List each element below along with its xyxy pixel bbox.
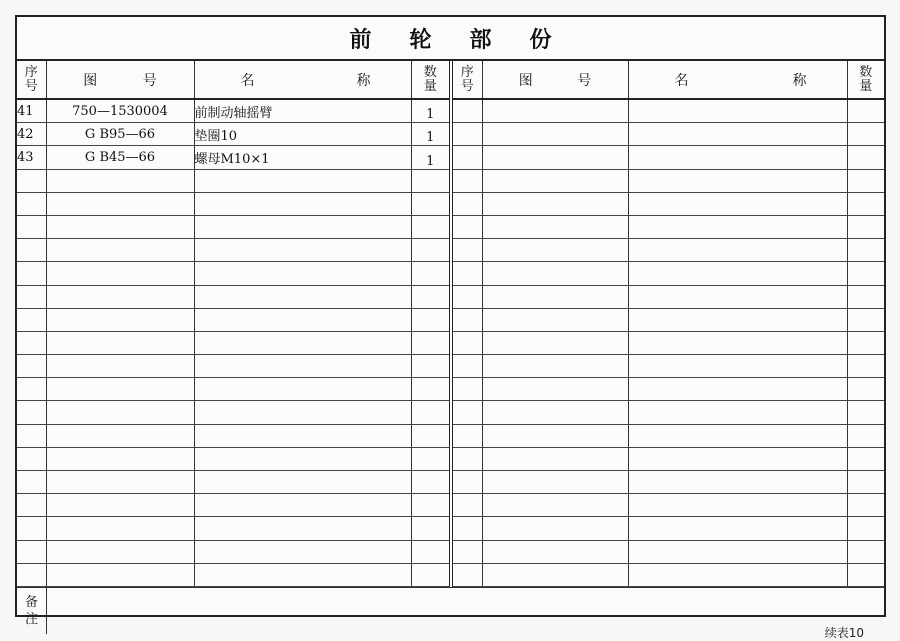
drawing-number-cell-right — [482, 239, 628, 262]
drawing-number-cell-right — [482, 494, 628, 517]
seq-cell-right — [451, 355, 482, 378]
part-name-cell: 垫圈10 — [194, 123, 411, 146]
part-name-cell — [194, 563, 411, 586]
quantity-cell — [411, 285, 451, 308]
part-name-cell — [194, 424, 411, 447]
table-row — [17, 146, 884, 169]
quantity-cell — [411, 494, 451, 517]
quantity-cell — [411, 169, 451, 192]
drawing-number-cell-right — [482, 378, 628, 401]
table-row — [17, 99, 884, 123]
table-row — [17, 355, 884, 378]
seq-cell — [17, 424, 46, 447]
drawing-number-cell — [46, 355, 194, 378]
part-name-cell-right — [628, 123, 847, 146]
part-name-cell — [194, 355, 411, 378]
seq-cell-right — [451, 192, 482, 215]
drawing-number-cell — [46, 424, 194, 447]
seq-cell — [17, 471, 46, 494]
part-name-cell — [194, 239, 411, 262]
seq-header-left: 序 号 — [17, 61, 46, 99]
drawing-number-cell — [46, 378, 194, 401]
quantity-cell — [411, 308, 451, 331]
part-name-cell-right — [628, 285, 847, 308]
seq-cell-right — [451, 285, 482, 308]
parts-table — [17, 61, 884, 587]
parts-list-sheet — [15, 15, 886, 627]
seq-cell: 42 — [17, 123, 46, 146]
part-name-cell-right — [628, 540, 847, 563]
quantity-cell-right — [847, 331, 884, 354]
drawing-number-cell-right — [482, 146, 628, 169]
part-name-cell-right — [628, 447, 847, 470]
part-name-cell-right — [628, 494, 847, 517]
table-row — [17, 563, 884, 586]
drawing-number-cell — [46, 494, 194, 517]
seq-cell — [17, 517, 46, 540]
drawing-number-cell — [46, 285, 194, 308]
quantity-cell-right — [847, 540, 884, 563]
seq-cell-right — [451, 262, 482, 285]
quantity-cell — [411, 540, 451, 563]
drawing-number-cell-right — [482, 215, 628, 238]
seq-cell — [17, 239, 46, 262]
drawing-number-cell — [46, 540, 194, 563]
part-name-cell — [194, 169, 411, 192]
qty-header-left: 数 量 — [411, 61, 451, 99]
table-row — [17, 239, 884, 262]
drawing-number-header-right: 图 号 — [482, 61, 628, 99]
part-name-cell-right — [628, 355, 847, 378]
seq-cell — [17, 169, 46, 192]
seq-cell — [17, 401, 46, 424]
seq-cell — [17, 494, 46, 517]
part-name-cell — [194, 262, 411, 285]
quantity-cell — [411, 424, 451, 447]
seq-cell — [17, 378, 46, 401]
part-name-cell — [194, 471, 411, 494]
part-name-cell-right — [628, 239, 847, 262]
drawing-number-cell — [46, 192, 194, 215]
drawing-number-cell: G B95—66 — [46, 123, 194, 146]
table-row — [17, 378, 884, 401]
quantity-cell-right — [847, 146, 884, 169]
name-header-left: 名 称 — [194, 61, 411, 99]
seq-cell — [17, 355, 46, 378]
drawing-number-cell — [46, 169, 194, 192]
qty-header-right: 数 量 — [847, 61, 884, 99]
part-name-cell-right — [628, 471, 847, 494]
part-name-cell-right — [628, 99, 847, 123]
table-row — [17, 285, 884, 308]
name-header-right: 名 称 — [628, 61, 847, 99]
table-row — [17, 169, 884, 192]
seq-cell-right — [451, 447, 482, 470]
quantity-cell — [411, 517, 451, 540]
quantity-cell — [411, 355, 451, 378]
table-row — [17, 215, 884, 238]
part-name-cell-right — [628, 192, 847, 215]
seq-cell — [17, 540, 46, 563]
quantity-cell-right — [847, 401, 884, 424]
seq-cell — [17, 331, 46, 354]
part-name-cell-right — [628, 169, 847, 192]
drawing-number-cell-right — [482, 447, 628, 470]
part-name-cell — [194, 494, 411, 517]
drawing-number-cell — [46, 308, 194, 331]
drawing-number-cell — [46, 215, 194, 238]
seq-cell-right — [451, 146, 482, 169]
quantity-cell: 1 — [411, 99, 451, 123]
quantity-cell-right — [847, 355, 884, 378]
seq-cell — [17, 285, 46, 308]
quantity-cell-right — [847, 424, 884, 447]
seq-cell-right — [451, 123, 482, 146]
continuation-label: 续表10 — [824, 626, 864, 640]
drawing-number-cell-right — [482, 192, 628, 215]
seq-cell-right — [451, 331, 482, 354]
part-name-cell — [194, 215, 411, 238]
table-row — [17, 471, 884, 494]
drawing-number-cell — [46, 401, 194, 424]
part-name-cell-right — [628, 262, 847, 285]
quantity-cell — [411, 378, 451, 401]
drawing-number-cell-right — [482, 331, 628, 354]
part-name-cell-right — [628, 331, 847, 354]
header-row — [17, 61, 884, 99]
quantity-cell-right — [847, 123, 884, 146]
quantity-cell — [411, 192, 451, 215]
table-row — [17, 123, 884, 146]
quantity-cell — [411, 563, 451, 586]
part-name-cell-right — [628, 563, 847, 586]
drawing-number-cell — [46, 517, 194, 540]
drawing-number-cell: G B45—66 — [46, 146, 194, 169]
seq-cell-right — [451, 563, 482, 586]
part-name-cell — [194, 517, 411, 540]
drawing-number-cell-right — [482, 169, 628, 192]
part-name-cell — [194, 285, 411, 308]
part-name-cell-right — [628, 378, 847, 401]
quantity-cell — [411, 447, 451, 470]
part-name-cell-right — [628, 146, 847, 169]
drawing-number-cell-right — [482, 563, 628, 586]
quantity-cell — [411, 215, 451, 238]
seq-cell — [17, 308, 46, 331]
drawing-number-cell — [46, 471, 194, 494]
part-name-cell: 螺母M10×1 — [194, 146, 411, 169]
quantity-cell — [411, 331, 451, 354]
seq-cell — [17, 262, 46, 285]
remarks-cell — [47, 588, 884, 634]
quantity-cell — [411, 262, 451, 285]
seq-cell: 43 — [17, 146, 46, 169]
quantity-cell: 1 — [411, 123, 451, 146]
table-row — [17, 517, 884, 540]
seq-cell-right — [451, 239, 482, 262]
quantity-cell-right — [847, 378, 884, 401]
part-name-cell-right — [628, 215, 847, 238]
part-name-cell — [194, 447, 411, 470]
part-name-cell — [194, 401, 411, 424]
part-name-cell — [194, 540, 411, 563]
drawing-number-cell — [46, 262, 194, 285]
table-row — [17, 308, 884, 331]
seq-cell-right — [451, 471, 482, 494]
part-name-cell — [194, 192, 411, 215]
drawing-number-cell-right — [482, 262, 628, 285]
seq-cell — [17, 192, 46, 215]
table-row — [17, 540, 884, 563]
drawing-number-cell-right — [482, 517, 628, 540]
table-row — [17, 424, 884, 447]
seq-header-right: 序 号 — [451, 61, 482, 99]
quantity-cell — [411, 239, 451, 262]
table-row — [17, 262, 884, 285]
seq-cell-right — [451, 215, 482, 238]
table-row — [17, 494, 884, 517]
quantity-cell-right — [847, 517, 884, 540]
part-name-cell-right — [628, 308, 847, 331]
quantity-cell-right — [847, 563, 884, 586]
seq-cell-right — [451, 494, 482, 517]
drawing-number-cell: 750—1530004 — [46, 99, 194, 123]
drawing-number-cell — [46, 331, 194, 354]
part-name-cell: 前制动轴摇臂 — [194, 99, 411, 123]
drawing-number-cell — [46, 447, 194, 470]
quantity-cell-right — [847, 192, 884, 215]
drawing-number-cell — [46, 563, 194, 586]
seq-cell-right — [451, 378, 482, 401]
quantity-cell-right — [847, 99, 884, 123]
seq-cell-right — [451, 517, 482, 540]
table-row — [17, 331, 884, 354]
quantity-cell-right — [847, 471, 884, 494]
table-row — [17, 447, 884, 470]
part-name-cell — [194, 331, 411, 354]
drawing-number-cell-right — [482, 424, 628, 447]
quantity-cell-right — [847, 169, 884, 192]
page-title: 前轮部份 — [17, 17, 884, 61]
remarks-label: 备 注 — [17, 588, 47, 634]
drawing-number-cell-right — [482, 540, 628, 563]
quantity-cell-right — [847, 494, 884, 517]
part-name-cell-right — [628, 401, 847, 424]
quantity-cell-right — [847, 239, 884, 262]
seq-cell-right — [451, 99, 482, 123]
seq-cell — [17, 447, 46, 470]
table-row — [17, 401, 884, 424]
drawing-number-cell-right — [482, 471, 628, 494]
seq-cell-right — [451, 401, 482, 424]
seq-cell-right — [451, 308, 482, 331]
seq-cell — [17, 215, 46, 238]
part-name-cell-right — [628, 517, 847, 540]
quantity-cell-right — [847, 308, 884, 331]
drawing-number-header-left: 图 号 — [46, 61, 194, 99]
part-name-cell-right — [628, 424, 847, 447]
drawing-number-cell-right — [482, 401, 628, 424]
drawing-number-cell-right — [482, 99, 628, 123]
quantity-cell-right — [847, 447, 884, 470]
drawing-number-cell-right — [482, 355, 628, 378]
table-row — [17, 192, 884, 215]
quantity-cell: 1 — [411, 146, 451, 169]
drawing-number-cell-right — [482, 123, 628, 146]
quantity-cell — [411, 471, 451, 494]
seq-cell-right — [451, 169, 482, 192]
drawing-number-cell — [46, 239, 194, 262]
quantity-cell-right — [847, 285, 884, 308]
quantity-cell — [411, 401, 451, 424]
seq-cell-right — [451, 540, 482, 563]
seq-cell: 41 — [17, 99, 46, 123]
part-name-cell — [194, 308, 411, 331]
drawing-number-cell-right — [482, 285, 628, 308]
drawing-number-cell-right — [482, 308, 628, 331]
quantity-cell-right — [847, 262, 884, 285]
seq-cell-right — [451, 424, 482, 447]
part-name-cell — [194, 378, 411, 401]
seq-cell — [17, 563, 46, 586]
quantity-cell-right — [847, 215, 884, 238]
remarks-row — [17, 587, 884, 634]
